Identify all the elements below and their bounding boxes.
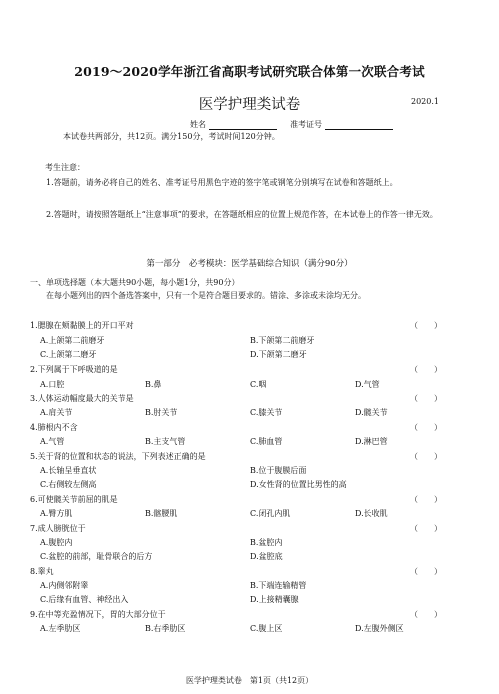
answer-bracket: （ ）	[410, 394, 442, 403]
question-stem: 7.成人膀胱位于	[30, 524, 86, 533]
answer-bracket: （ ）	[410, 495, 442, 504]
question-stem: 9.在中等充盈情况下，胃的大部分位于	[30, 610, 166, 619]
option: A.左季肋区	[40, 624, 81, 633]
option: D.女性肾的位置比男性的高	[250, 480, 347, 489]
option: D.左腹外侧区	[355, 624, 404, 633]
question-stem: 5.关于肾的位置和状态的说法，下列表述正确的是	[30, 452, 206, 461]
answer-bracket: （ ）	[410, 524, 442, 533]
question-stem: 1.腮腺在颊黏膜上的开口平对	[30, 321, 134, 330]
option: A.气管	[40, 437, 65, 446]
option: C.肺血管	[250, 437, 283, 446]
answer-bracket: （ ）	[410, 567, 442, 576]
option: A.肩关节	[40, 408, 73, 417]
name-field	[190, 119, 277, 130]
option: A.臀方肌	[40, 509, 73, 518]
page-footer: 医学护理类试卷 第1页（共12页）	[185, 676, 314, 685]
name-label: 姓名	[190, 120, 206, 129]
option: D.盆腔底	[250, 552, 283, 561]
exam-subtitle: 医学护理类试卷	[198, 97, 301, 113]
option: D.髋关节	[355, 408, 388, 417]
option: B.髂腰肌	[145, 509, 178, 518]
option: B.下颌第二前磨牙	[250, 336, 315, 345]
name-blank	[209, 120, 277, 130]
option: B.盆腔内	[250, 538, 283, 547]
question-stem: 8.睾丸	[30, 567, 54, 576]
option: B.鼻	[145, 380, 162, 389]
instruction: 在每小题列出的四个备选答案中，只有一个是符合题目要求的。错涂、多涂或未涂均无分。	[46, 291, 366, 300]
question-stem: 3.人体运动幅度最大的关节是	[30, 394, 134, 403]
option: B.右季肋区	[145, 624, 186, 633]
option: C.右侧较左侧高	[40, 480, 97, 489]
answer-bracket: （ ）	[410, 423, 442, 432]
option: A.腹腔内	[40, 538, 73, 547]
exam-number-label: 准考证号	[290, 120, 322, 129]
note-item-2: 2.答题时，请按照答题纸上“注意事项”的要求，在答题纸相应的位置上规范作答，在本试卷上的作答一律无效。	[46, 210, 438, 219]
question-stem: 6.可使髋关节前屈的肌是	[30, 495, 118, 504]
answer-bracket: （ ）	[410, 365, 442, 374]
section-title: 第一部分 必考模块：医学基础综合知识（满分90分）	[146, 259, 353, 269]
option: B.位于腹膜后面	[250, 466, 307, 475]
option: C.上颌第二磨牙	[40, 350, 97, 359]
option: D.上接精囊腺	[250, 595, 299, 604]
option: D.长收肌	[355, 509, 388, 518]
option: A.口腔	[40, 380, 65, 389]
answer-bracket: （ ）	[410, 610, 442, 619]
option: B.肘关节	[145, 408, 178, 417]
option: D.下颌第二磨牙	[250, 350, 307, 359]
option: C.腹上区	[250, 624, 283, 633]
question-stem: 2.下列属于下呼吸道的是	[30, 365, 118, 374]
answer-bracket: （ ）	[410, 452, 442, 461]
question-stem: 4.肺根内不含	[30, 423, 78, 432]
part-heading: 一、单项选择题（本大题共90小题，每小题1分，共90分）	[30, 278, 240, 287]
option: C.后缘有血管、神经出入	[40, 595, 129, 604]
option: D.气管	[355, 380, 380, 389]
option: A.上颌第二前磨牙	[40, 336, 105, 345]
option: C.闭孔内肌	[250, 509, 291, 518]
exam-title: 2019～2020学年浙江省高职考试研究联合体第一次联合考试	[74, 64, 425, 79]
option: C.盆腔的前部，耻骨联合的后方	[40, 552, 153, 561]
exam-number-blank	[325, 120, 393, 130]
notes-heading: 考生注意：	[45, 163, 85, 172]
note-item-1: 1.答题前，请务必将自己的姓名、准考证号用黑色字迹的签字笔或钢笔分别填写在试卷和答题纸上。	[46, 178, 398, 187]
exam-date: 2020.1	[411, 97, 439, 106]
option: A.长轴呈垂直状	[40, 466, 97, 475]
answer-bracket: （ ）	[410, 321, 442, 330]
exam-info: 本试卷共两部分，共12页。满分150分，考试时间120分钟。	[63, 132, 280, 141]
option: B.下端连输精管	[250, 581, 307, 590]
exam-number-field	[290, 119, 393, 130]
option: C.膝关节	[250, 408, 283, 417]
option: A.内侧邻附睾	[40, 581, 89, 590]
option: D.淋巴管	[355, 437, 388, 446]
option: C.咽	[250, 380, 267, 389]
option: B.主支气管	[145, 437, 186, 446]
